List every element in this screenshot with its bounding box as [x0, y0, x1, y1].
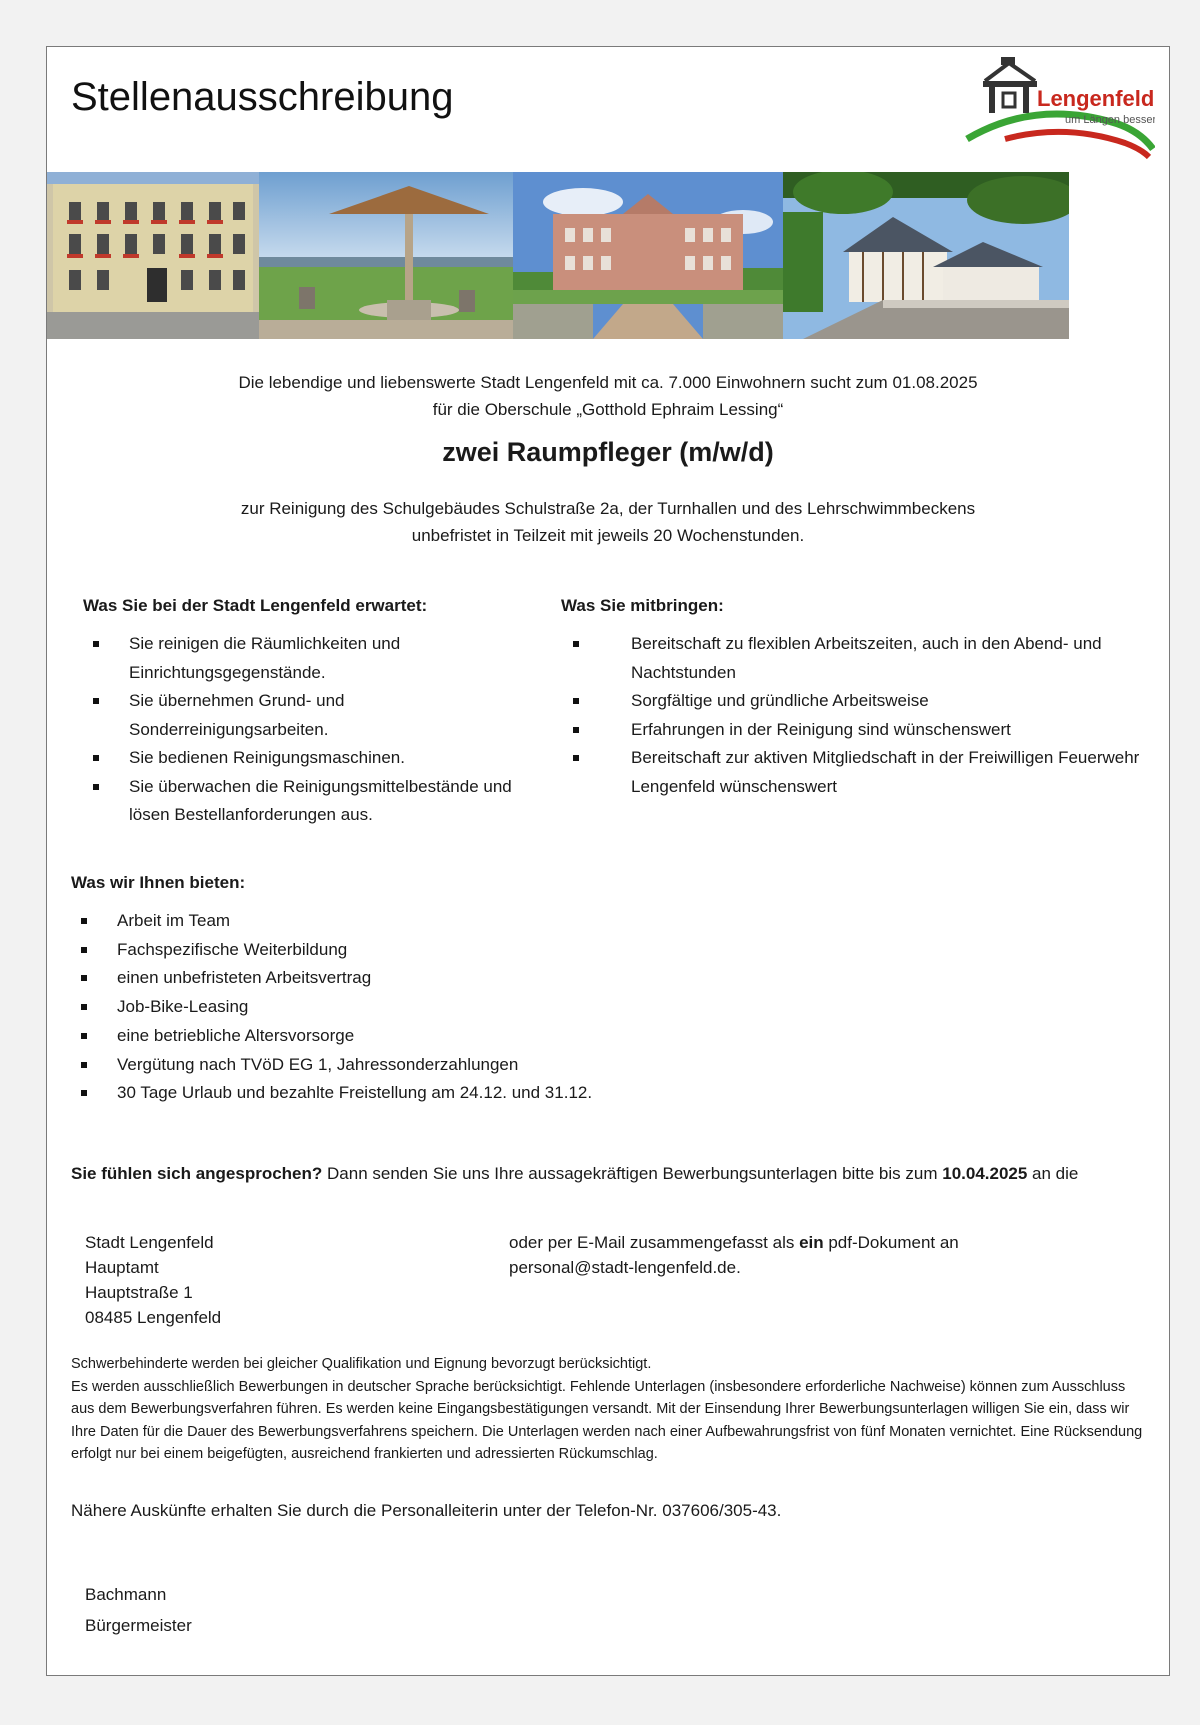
- description-line-1: zur Reinigung des Schulgebäudes Schulstraße 2a, der Turnhallen und des Lehrschwimmbeckens: [240, 499, 976, 518]
- list-item: Sie übernehmen Grund- und Sonderreinigungsarbeiten.: [83, 687, 523, 744]
- benefits-heading: Was wir Ihnen bieten:: [71, 873, 246, 892]
- list-item: Sie überwachen die Reinigungsmittelbestände und lösen Bestellanforderungen aus.: [83, 773, 523, 830]
- logo-slogan: um Längen besser: [1065, 114, 1155, 126]
- application-tail: an die: [1027, 1164, 1079, 1183]
- application-text: [71, 1160, 1146, 1188]
- list-item: Bereitschaft zu flexiblen Arbeitszeiten, auch in den Abend- und Nachtstunden: [563, 630, 1153, 687]
- list-item: 30 Tage Urlaub und bezahlte Freistellung am 24.12. und 31.12.: [71, 1079, 971, 1108]
- legal-notes: [71, 1353, 1146, 1466]
- school-photo: [513, 172, 783, 339]
- list-item: Sie bedienen Reinigungsmaschinen.: [83, 744, 523, 773]
- logo-name: Lengenfeld: [1037, 86, 1155, 111]
- intro-line-1: Die lebendige und liebenswerte Stadt Lengenfeld mit ca. 7.000 Einwohnern sucht zum 01.08.2025: [238, 373, 978, 392]
- signature: [85, 1579, 192, 1641]
- email-text-bold: ein: [799, 1233, 824, 1252]
- list-item: Arbeit im Team: [71, 907, 971, 936]
- email-address[interactable]: personal@stadt-lengenfeld.de.: [509, 1258, 741, 1277]
- application-deadline: 10.04.2025: [942, 1164, 1028, 1183]
- email-block: [509, 1230, 1069, 1280]
- list-item: Erfahrungen in der Reinigung sind wünschenswert: [563, 716, 1153, 745]
- list-item: Vergütung nach TVöD EG 1, Jahressonderzahlungen: [71, 1051, 971, 1080]
- tasks-section: [83, 596, 523, 830]
- job-posting-page: [46, 46, 1170, 1676]
- list-item: eine betriebliche Altersvorsorge: [71, 1022, 971, 1051]
- benefits-section: [71, 873, 971, 1108]
- photo-strip: [47, 172, 1169, 339]
- notes-line-1: Schwerbehinderte werden bei gleicher Qualifikation und Eignung bevorzugt berücksichtigt.: [71, 1356, 652, 1372]
- list-item: einen unbefristeten Arbeitsvertrag: [71, 964, 971, 993]
- tasks-heading: Was Sie bei der Stadt Lengenfeld erwartet:: [83, 596, 428, 615]
- town-hall-photo: [47, 172, 259, 339]
- list-item: Sie reinigen die Räumlichkeiten und Einrichtungsgegenstände.: [83, 630, 523, 687]
- requirements-list: [563, 630, 1153, 801]
- address-line: Stadt Lengenfeld: [85, 1233, 214, 1252]
- list-item: Sorgfältige und gründliche Arbeitsweise: [563, 687, 1153, 716]
- signature-name: Bachmann: [85, 1585, 167, 1604]
- list-item: Fachspezifische Weiterbildung: [71, 936, 971, 965]
- requirements-heading: Was Sie mitbringen:: [561, 596, 724, 615]
- address-line: 08485 Lengenfeld: [85, 1308, 222, 1327]
- requirements-section: [563, 596, 1153, 801]
- intro-text: [47, 369, 1169, 423]
- postal-address: [85, 1230, 221, 1330]
- list-item: Job-Bike-Leasing: [71, 993, 971, 1022]
- email-text-1: oder per E-Mail zusammengefasst als: [509, 1233, 800, 1252]
- job-description: [47, 495, 1169, 549]
- page-title: Stellenausschreibung: [71, 75, 454, 119]
- list-item: Bereitschaft zur aktiven Mitgliedschaft in der Freiwilligen Feuerwehr Lengenfeld wünschenswert: [563, 744, 1153, 801]
- email-text-2: pdf-Dokument an: [823, 1233, 959, 1252]
- application-lead: Sie fühlen sich angesprochen?: [71, 1164, 323, 1183]
- description-line-2: unbefristet in Teilzeit mit jeweils 20 Wochenstunden.: [411, 526, 805, 545]
- notes-line-2: Es werden ausschließlich Bewerbungen in deutscher Sprache berücksichtigt. Fehlende Unterlagen (insbesondere erforderliche Nachweise) können zum Ausschluss aus dem Bewerbungsverfahren führen. Es werden keine Eingangsbestätigungen versandt. Mit der Einsendung Ihrer Bewerbungsunterlagen willigen Sie ein, dass wir Ihre Daten für die Dauer des Bewerbungsverfahrens speichern. Die Unterlagen werden nach einer Aufbewahrungsfrist von fünf Monaten vernichtet. Eine Rücksendung erfolgt nur bei einem beigefügten, ausreichend frankierten und adressierten Rückumschlag.: [71, 1378, 1143, 1462]
- application-body: Dann senden Sie uns Ihre aussagekräftigen Bewerbungsunterlagen bitte bis zum: [322, 1164, 943, 1183]
- benefits-list: [71, 907, 971, 1108]
- address-line: Hauptamt: [85, 1258, 159, 1277]
- job-title: zwei Raumpfleger (m/w/d): [442, 437, 774, 467]
- tasks-list: [83, 630, 523, 830]
- street-photo: [783, 172, 1069, 339]
- intro-line-2: für die Oberschule „Gotthold Ephraim Lessing“: [432, 400, 784, 419]
- pavilion-photo: [259, 172, 513, 339]
- lengenfeld-logo: [965, 53, 1155, 163]
- address-line: Hauptstraße 1: [85, 1283, 193, 1302]
- signature-role: Bürgermeister: [85, 1616, 192, 1635]
- contact-info: Nähere Auskünfte erhalten Sie durch die Personalleiterin unter der Telefon-Nr. 037606/305-43.: [71, 1501, 782, 1520]
